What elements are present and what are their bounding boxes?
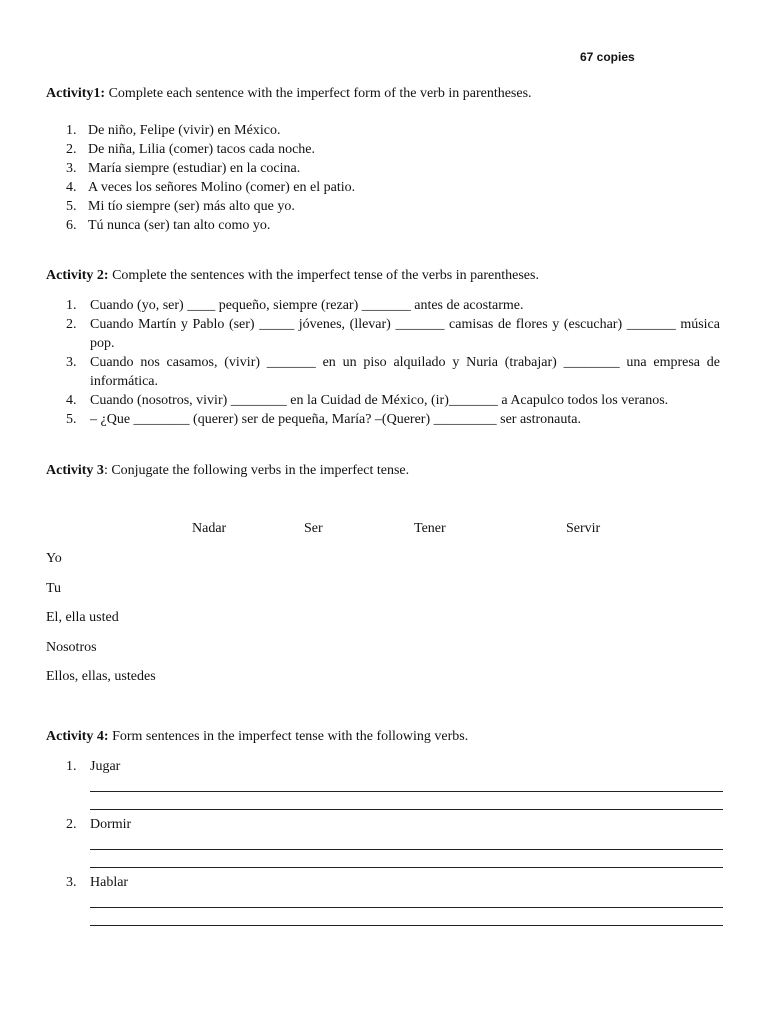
answer-line[interactable] (90, 907, 723, 908)
column-header-ser: Ser (304, 521, 323, 536)
activity4-instruction: Form sentences in the imperfect tense with the following verbs. (112, 729, 469, 744)
list-item (0, 391, 768, 410)
item-number: 1. (66, 123, 77, 138)
item-number: 1. (66, 759, 77, 774)
activity4-heading (46, 727, 468, 746)
item-number: 4. (66, 180, 77, 195)
activity4-title: Activity 4: (46, 729, 109, 744)
item-text: Cuando (yo, ser) ____ pequeño, siempre (rezar) _______ antes de acostarme. (90, 298, 524, 313)
item-text: De niña, Lilia (comer) tacos cada noche. (88, 142, 316, 157)
row-label-nosotros: Nosotros (46, 640, 97, 655)
activity2-title: Activity 2: (46, 268, 109, 283)
row-label-tu: Tu (46, 581, 62, 596)
item-text: Jugar (90, 759, 121, 774)
item-text: Cuando nos casamos, (vivir) _______ en un piso alquilado y Nuria (trabajar) ________ una empresa de informática. (90, 355, 720, 389)
item-number: 2. (66, 317, 77, 332)
item-text: Cuando (nosotros, vivir) ________ en la Cuidad de México, (ir)_______ a Acapulco todos los veranos. (90, 393, 669, 408)
list-item (0, 315, 768, 353)
list-item (0, 216, 768, 235)
item-number: 6. (66, 218, 77, 233)
list-item (0, 353, 768, 391)
list-item (0, 197, 768, 216)
item-text: Hablar (90, 875, 129, 890)
list-item (0, 140, 768, 159)
list-item (0, 121, 768, 140)
item-number: 3. (66, 161, 77, 176)
item-text: De niño, Felipe (vivir) en México. (88, 123, 281, 138)
item-number: 2. (66, 817, 77, 832)
list-item (0, 178, 768, 197)
list-item (0, 410, 768, 429)
activity1-title: Activity1: (46, 86, 106, 101)
item-text: – ¿Que ________ (querer) ser de pequeña, María? –(Querer) _________ ser astronauta. (90, 412, 581, 427)
item-text: Mi tío siempre (ser) más alto que yo. (88, 199, 295, 214)
activity2-heading (46, 266, 539, 285)
activity3-heading (46, 461, 409, 480)
item-number: 3. (66, 355, 77, 370)
column-header-tener: Tener (414, 521, 446, 536)
item-number: 5. (66, 199, 77, 214)
activity1-heading (46, 84, 532, 103)
item-text: Dormir (90, 817, 132, 832)
activity2-list (0, 296, 768, 429)
column-header-servir: Servir (566, 521, 601, 536)
copies-count: 67 copies (580, 50, 635, 64)
item-text: A veces los señores Molino (comer) en el patio. (88, 180, 356, 195)
row-label-yo: Yo (46, 551, 62, 566)
activity3-title: Activity 3 (46, 463, 104, 478)
column-header-nadar: Nadar (192, 521, 227, 536)
activity3-instruction: : Conjugate the following verbs in the imperfect tense. (103, 463, 410, 478)
item-number: 5. (66, 412, 77, 427)
row-label-ellos-ellas-ustedes: Ellos, ellas, ustedes (46, 669, 156, 684)
activity1-instruction: Complete each sentence with the imperfect form of the verb in parentheses. (108, 86, 532, 101)
item-number: 4. (66, 393, 77, 408)
answer-line[interactable] (90, 867, 723, 868)
item-text: María siempre (estudiar) en la cocina. (88, 161, 301, 176)
item-number: 3. (66, 875, 77, 890)
item-text: Tú nunca (ser) tan alto como yo. (88, 218, 271, 233)
item-number: 2. (66, 142, 77, 157)
list-item (0, 296, 768, 315)
activity1-list (0, 121, 768, 235)
row-label-el-ella-usted: El, ella usted (46, 610, 119, 625)
answer-line[interactable] (90, 849, 723, 850)
activity2-instruction: Complete the sentences with the imperfect tense of the verbs in parentheses. (112, 268, 539, 283)
answer-line[interactable] (90, 925, 723, 926)
list-item (0, 159, 768, 178)
item-number: 1. (66, 298, 77, 313)
answer-line[interactable] (90, 809, 723, 810)
item-text: Cuando Martín y Pablo (ser) _____ jóvenes, (llevar) _______ camisas de flores y (escuchar) _______ música pop. (90, 317, 720, 351)
answer-line[interactable] (90, 791, 723, 792)
